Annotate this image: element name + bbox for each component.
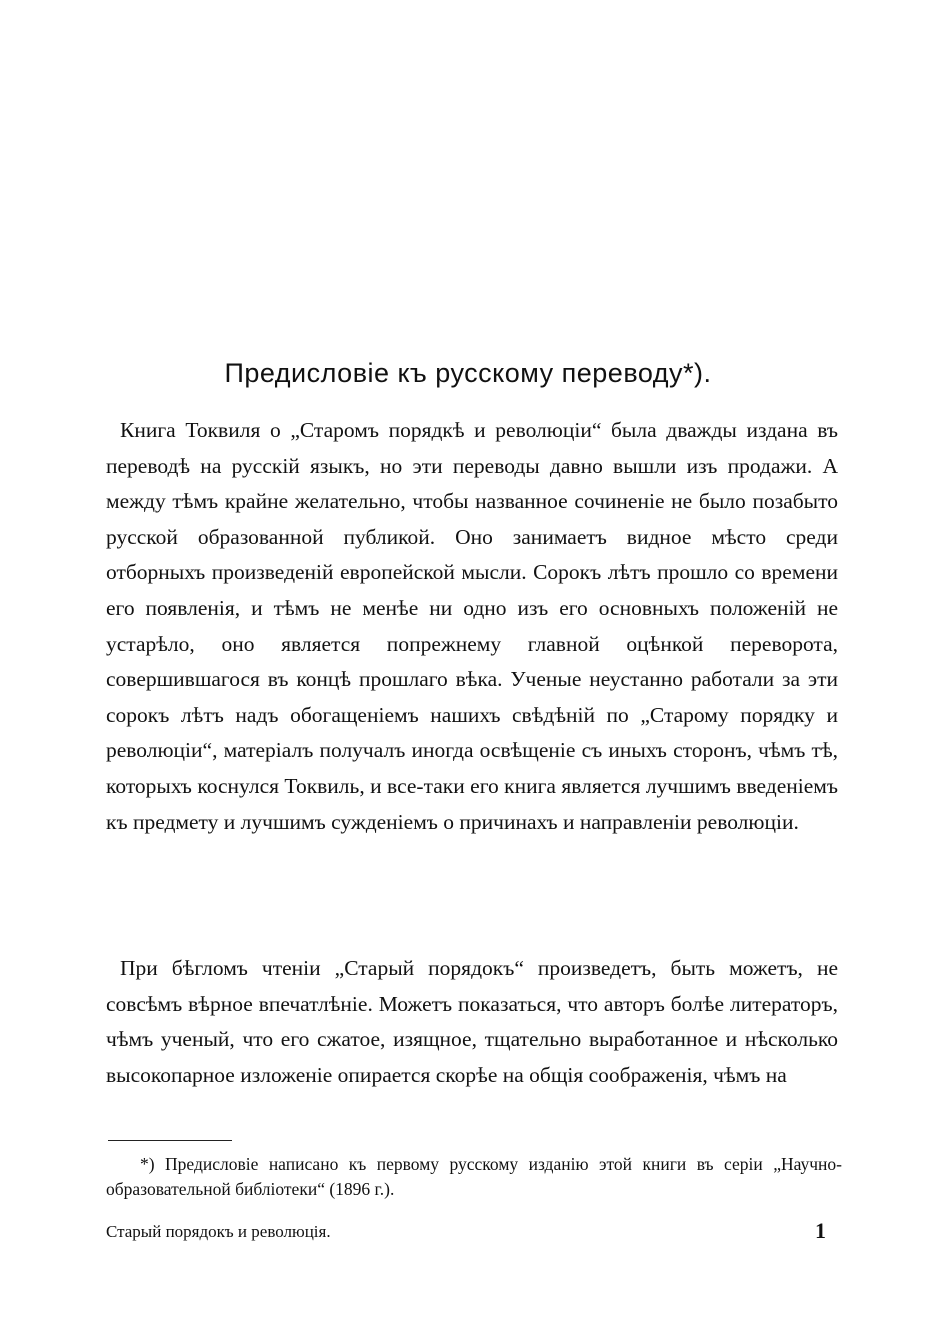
page-number: 1 [815,1218,826,1243]
body-paragraph-1-block [106,413,838,840]
footnote-divider [108,1140,232,1141]
body-paragraph-2-block [106,951,838,1093]
footnote: *) Предисловіе написано къ первому русскому изданію этой книги въ серіи „Научно-образовательной библіотеки“ (1896 г.). [106,1154,842,1199]
page-title: Предисловіе къ русскому переводу*). [224,358,712,388]
body-paragraph: Книга Токвиля о „Старомъ порядкѣ и революціи“ была дважды издана въ переводѣ на русскій языкъ, но эти переводы давно вышли изъ продажи. А между тѣмъ крайне желательно, чтобы названное сочиненіе не было позабыто русской образованной публикой. Оно занимаетъ видное мѣсто среди отборныхъ произведеній европейской мысли. Сорокъ лѣтъ прошло со времени его появленія, и тѣмъ не менѣе ни одно изъ его основныхъ положеній не устарѣло, оно является попрежнему главной оцѣнкой переворота, совершившагося въ концѣ прошлаго вѣка. Ученые неустанно работали за эти сорокъ лѣтъ надъ обогащеніемъ нашихъ свѣдѣній по „Старому порядку и революціи“, матеріалъ получалъ иногда освѣщеніе съ иныхъ сторонъ, чѣмъ тѣ, которыхъ коснулся Токвиль, и все-таки его книга является лучшимъ введеніемъ къ предмету и лучшимъ сужденіемъ о причинахъ и направленіи революціи. [106,418,838,834]
body-paragraph: При бѣгломъ чтеніи „Старый порядокъ“ произведетъ, быть можетъ, не совсѣмъ вѣрное впечатлѣніе. Можетъ показаться, что авторъ болѣе литераторъ, чѣмъ ученый, что его сжатое, изящное, тщательно выработанное и нѣсколько высокопарное изложеніе опирается скорѣе на общія соображенія, чѣмъ на [106,956,838,1087]
running-footer: Старый порядокъ и революція. [106,1222,331,1241]
